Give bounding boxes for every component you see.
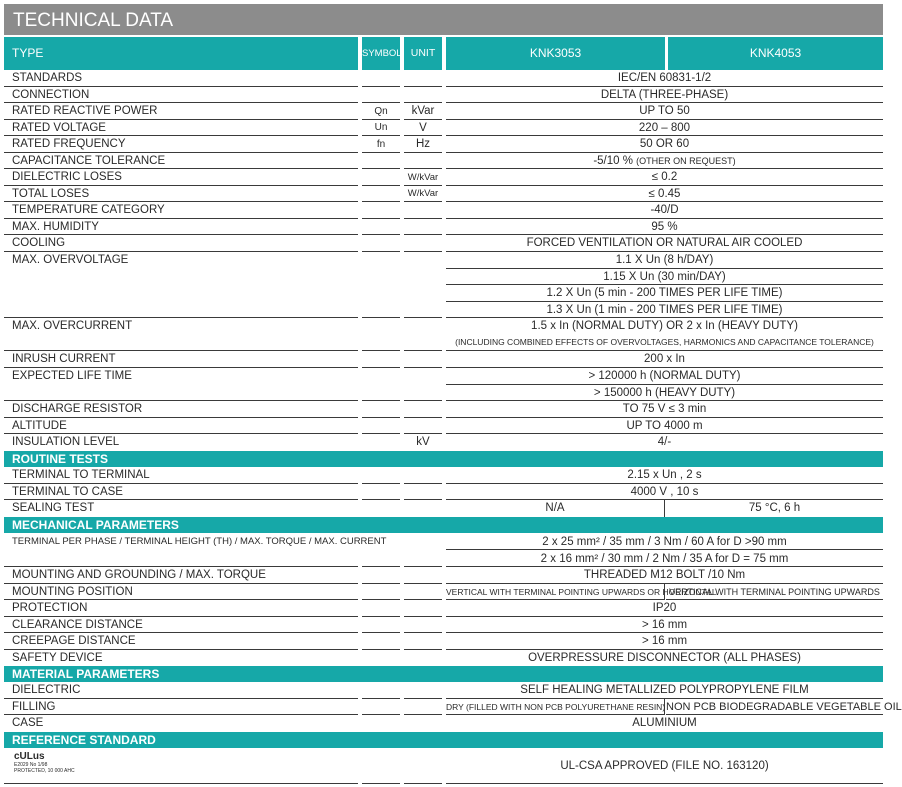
table-row: PROTECTION IP20 [0,600,883,617]
table-row: FILLING DRY (FILLED WITH NON PCB POLYURETHANE RESIN) NON PCB BIODEGRADABLE VEGETABLE OIL [0,699,883,715]
ul-logo: cULus E2029 No 1/98 PROTECTED, 10 000 AHC [14,751,75,774]
model1-header: KNK3053 [446,37,665,70]
type-header: TYPE [4,37,358,70]
table-row: CLEARANCE DISTANCE > 16 mm [0,617,883,633]
table-row: TERMINAL PER PHASE / TERMINAL HEIGHT (TH) / MAX. TORQUE / MAX. CURRENT 2 x 25 mm² / 35 mm / 3 Nm / 60 A for D >90 mm 2 x 16 mm² / 30 mm / 2 Nm / 35 A for D = 75 mm [0,533,883,567]
table-row: ALTITUDE UP TO 4000 m [0,418,883,434]
table-row: SEALING TEST N/A 75 °C, 6 h [0,500,883,517]
table-row: INRUSH CURRENT 200 x In [0,351,883,368]
symbol-header: SYMBOL [362,37,400,70]
section-reference: REFERENCE STANDARD [4,732,883,748]
table-header [0,37,883,70]
table-row: TERMINAL TO TERMINAL 2.15 x Un , 2 s [0,467,883,484]
unit-header: UNIT [404,37,442,70]
table-row: RATED REACTIVE POWER Qn kVar UP TO 50 [0,103,883,120]
table-row: SAFETY DEVICE OVERPRESSURE DISCONNECTOR (ALL PHASES) [12,652,801,664]
section-material: MATERIAL PARAMETERS [4,666,883,682]
table-row: MOUNTING POSITION VERTICAL WITH TERMINAL POINTING UPWARDS OR HORIZONTAL VERTICAL WITH TERMINAL POINTING UPWARDS [0,584,883,600]
table-row: MAX. OVERVOLTAGE 1.1 X Un (8 h/DAY) 1.15 X Un (30 min/DAY) 1.2 X Un (5 min - 200 TIMES PER LIFE TIME) 1.3 X Un (1 min - 200 TIMES PER LIFE TIME) [0,252,883,318]
table-row: cULus E2029 No 1/98 PROTECTED, 10 000 AHC UL-CSA APPROVED (FILE NO. 163120) [0,748,883,784]
table-row: EXPECTED LIFE TIME > 120000 h (NORMAL DUTY) > 150000 h (HEAVY DUTY) [0,368,883,401]
section-routine-tests: ROUTINE TESTS [4,451,883,467]
table-row: CREEPAGE DISTANCE > 16 mm [0,633,883,650]
table-row: MAX. HUMIDITY 95 % [0,219,883,235]
table-row: CAPACITANCE TOLERANCE -5/10 % (OTHER ON REQUEST) [0,153,883,169]
section-mechanical: MECHANICAL PARAMETERS [4,517,883,533]
table-row: CONNECTION DELTA (THREE-PHASE) [0,87,883,103]
table-row: COOLING FORCED VENTILATION OR NATURAL AIR COOLED [0,235,883,252]
table-row: TEMPERATURE CATEGORY -40/D [0,202,883,219]
table-row: DIELECTRIC SELF HEALING METALLIZED POLYPROPYLENE FILM [0,682,883,699]
table-row: RATED VOLTAGE Un V 220 – 800 [0,120,883,136]
model2-header: KNK4053 [668,37,883,70]
table-row: INSULATION LEVEL kV 4/- [12,436,672,448]
table-row: TERMINAL TO CASE 4000 V , 10 s [0,484,883,500]
table-row: DISCHARGE RESISTOR TO 75 V ≤ 3 min [0,401,883,418]
table-row: MAX. OVERCURRENT 1.5 x In (NORMAL DUTY) OR 2 x In (HEAVY DUTY) (INCLUDING COMBINED EFFECTS OF OVERVOLTAGES, HARMONICS AND CAPACITANCE TOLERANCE) [0,318,883,351]
page-title: TECHNICAL DATA [4,4,883,35]
table-row: RATED FREQUENCY fn Hz 50 OR 60 [0,136,883,153]
table-row: TOTAL LOSES W/kVar ≤ 0.45 [0,186,883,202]
table-row: MOUNTING AND GROUNDING / MAX. TORQUE THREADED M12 BOLT /10 Nm [0,567,883,584]
table-row: STANDARDS IEC/EN 60831-1/2 [0,70,883,87]
table-row: CASE ALUMINIUM [12,717,697,729]
table-row: DIELECTRIC LOSES W/kVar ≤ 0.2 [0,169,883,186]
